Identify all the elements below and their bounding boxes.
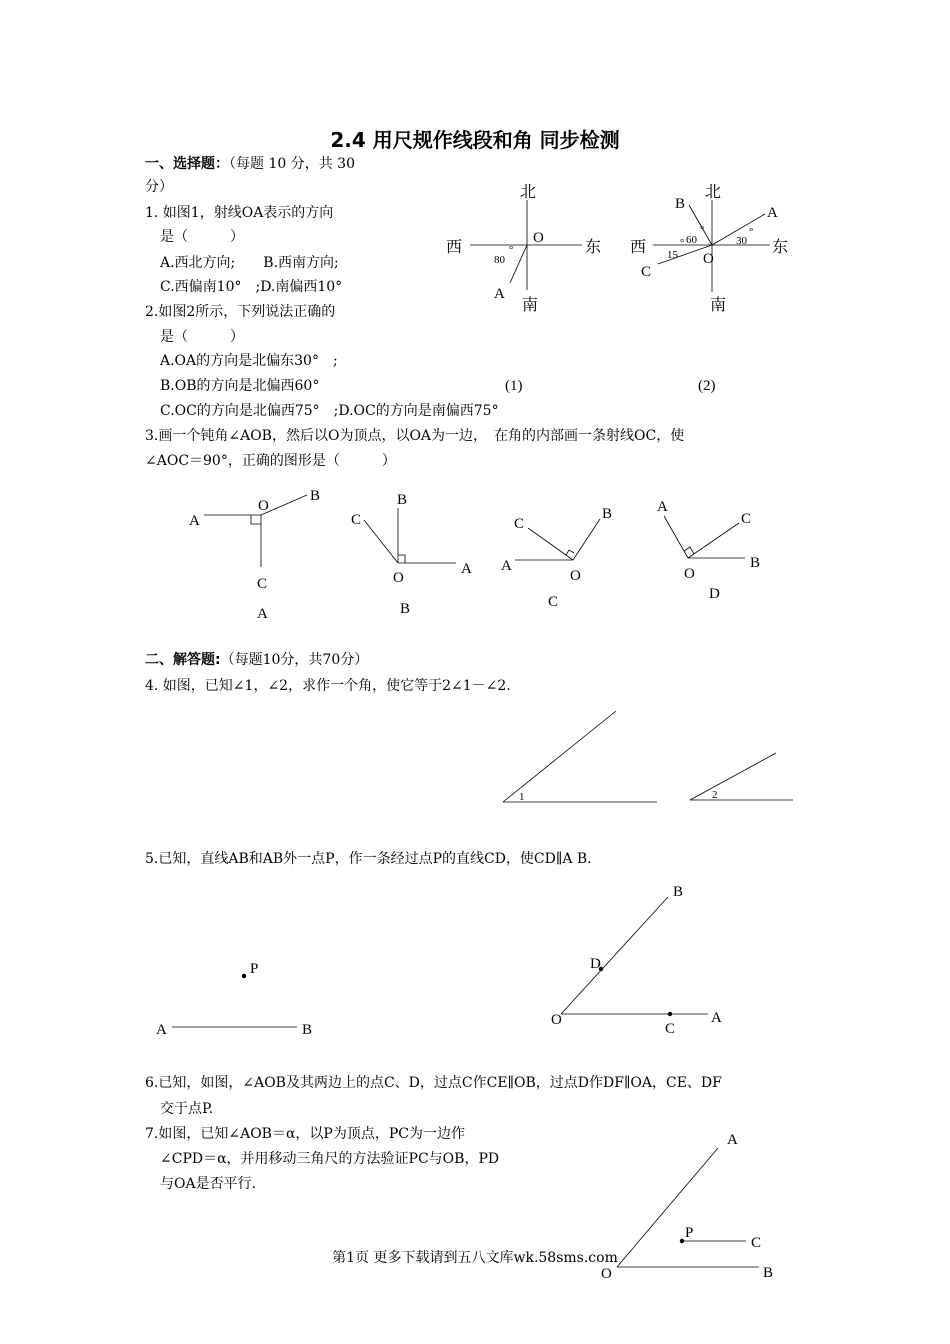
q5-label-a: A (156, 1022, 167, 1038)
q7-label-p: P (685, 1225, 694, 1241)
compass1-lines (470, 200, 582, 290)
q4-stem: 4. 如图，已知∠1，∠2，求作一个角，使它等于2∠1－∠2. (145, 678, 511, 694)
q6-stem: 6.已知，如图，∠AOB及其两边上的点C、D，过点C作CE∥OB，过点D作DF∥OA，CE、DF (145, 1075, 722, 1091)
q5-right-label-b: B (673, 884, 684, 900)
q5-label-p: P (250, 961, 259, 977)
option3-lines (515, 519, 600, 560)
option4-label-a: A (657, 499, 668, 515)
compass2-angle-c: 15 (667, 249, 678, 261)
compass2-south: 南 (710, 295, 727, 314)
compass2-degree-a: ° (749, 226, 754, 238)
option3-label-a: A (501, 558, 512, 574)
q2-stem-cont: 是（ ） (160, 329, 244, 345)
q2-options-cd: C.OC的方向是北偏西75° ;D.OC的方向是南偏西75° (160, 403, 499, 419)
q1-options-ab: A.西北方向; B.西南方向; (160, 255, 339, 271)
option1-label-o: O (258, 498, 269, 514)
q1-stem-cont: 是（ ） (160, 229, 244, 245)
option4-label-o: O (684, 566, 695, 582)
q2-stem: 2.如图2所示，下列说法正确的 (145, 304, 336, 320)
q5-right-label-a: A (711, 1010, 722, 1026)
q7-label-c: C (751, 1235, 762, 1251)
q4-angle2-lines (690, 753, 793, 800)
compass1-caption: (1) (505, 378, 523, 394)
compass2-angle-b: 60 (686, 234, 697, 246)
q4-angle1-label: 1 (519, 791, 525, 803)
option3-label-o: O (570, 568, 581, 584)
compass2-degree-b: ° (700, 224, 705, 236)
compass2-east: 东 (772, 237, 789, 256)
section2-note: （每题10分，共70分） (220, 652, 369, 668)
q5-stem: 5.已知，直线AB和AB外一点P，作一条经过点P的直线CD，使CD∥A B. (145, 851, 592, 867)
option1-label-b: B (310, 488, 321, 504)
q3-stem-cont: ∠AOC＝90°，正确的图形是（ ） (145, 453, 396, 469)
q7-stem: 7.如图，已知∠AOB＝α，以P为顶点，PC为一边作 (145, 1126, 465, 1142)
compass1-north: 北 (520, 182, 537, 201)
option2-label-o: O (393, 570, 404, 586)
option4-lines (664, 516, 745, 558)
q5-point-c (668, 1012, 672, 1016)
q5-angle-lines (561, 897, 708, 1014)
compass2-ray-a: A (767, 205, 778, 221)
compass1-ray-a: A (494, 286, 505, 302)
option1-label-extra: A (257, 606, 268, 622)
section1-note-cont: 分） (145, 179, 173, 195)
compass1-east: 东 (585, 237, 602, 256)
compass1-south: 南 (522, 295, 539, 314)
option3-label-c: C (514, 516, 525, 532)
compass2-caption: (2) (698, 378, 716, 394)
option2-label-c: C (351, 512, 362, 528)
page-title: 2.4 用尺规作线段和角 同步检测 (330, 128, 620, 152)
section1-note: （每题 10 分，共 30 (229, 156, 355, 172)
q7-label-o: O (601, 1266, 612, 1282)
compass1-degree: ° (509, 244, 514, 256)
q7-point-p (680, 1239, 684, 1243)
q2-option-a: A.OA的方向是北偏东30° ; (160, 353, 338, 369)
q4-angle1-lines (503, 711, 657, 802)
option1-lines (204, 495, 307, 567)
q5-right-label-c: C (665, 1021, 676, 1037)
section2-title: 二、解答题: (145, 652, 221, 668)
q5-label-b: B (302, 1022, 313, 1038)
q5-point-p (242, 974, 246, 978)
option2-label-b: B (397, 492, 408, 508)
option3-label-b: B (602, 506, 613, 522)
compass1-west: 西 (446, 237, 463, 256)
compass2-origin: O (703, 251, 714, 267)
q5-right-label-o: O (551, 1012, 562, 1028)
section1-title: 一、选择题： (145, 156, 229, 172)
q7-label-a: A (727, 1132, 738, 1148)
option4-label-b: B (750, 555, 761, 571)
q7-label-b: B (763, 1265, 774, 1281)
compass2-lines (653, 200, 770, 292)
option1-label-a: A (189, 513, 200, 529)
q3-stem: 3.画一个钝角∠AOB，然后以O为顶点，以OA为一边， 在角的内部画一条射线OC，使 (145, 428, 685, 444)
compass1-origin: O (533, 230, 544, 246)
option2-lines (364, 508, 456, 563)
compass1-angle: 80 (494, 254, 505, 266)
compass2-ray-c: C (641, 264, 652, 280)
q7-stem-cont2: 与OA是否平行. (160, 1176, 257, 1192)
q6-stem-cont: 交于点P. (160, 1101, 214, 1117)
compass2-west: 西 (630, 237, 647, 256)
option4-label-extra: D (709, 586, 720, 602)
q1-stem: 1. 如图1，射线OA表示的方向 (145, 205, 334, 221)
option3-label-extra: C (548, 594, 559, 610)
q7-stem-cont: ∠CPD＝α，并用移动三角尺的方法验证PC与OB，PD (160, 1151, 500, 1167)
compass2-angle-a: 30 (736, 235, 747, 247)
q5-right-label-d: D (590, 956, 601, 972)
option4-label-c: C (741, 511, 752, 527)
compass2-north: 北 (705, 182, 722, 201)
page-footer: 第1页 更多下载请到五八文库wk.58sms.com (332, 1250, 618, 1266)
compass2-ray-b: B (675, 196, 686, 212)
option2-label-extra: B (400, 601, 411, 617)
q4-angle2-label: 2 (712, 789, 718, 801)
option2-label-a: A (461, 561, 472, 577)
q2-option-b: B.OB的方向是北偏西60° (160, 378, 320, 394)
option1-label-c: C (257, 576, 268, 592)
q1-options-cd: C.西偏南10° ;D.南偏西10° (160, 279, 343, 295)
compass2-degree-c: ° (680, 237, 685, 249)
